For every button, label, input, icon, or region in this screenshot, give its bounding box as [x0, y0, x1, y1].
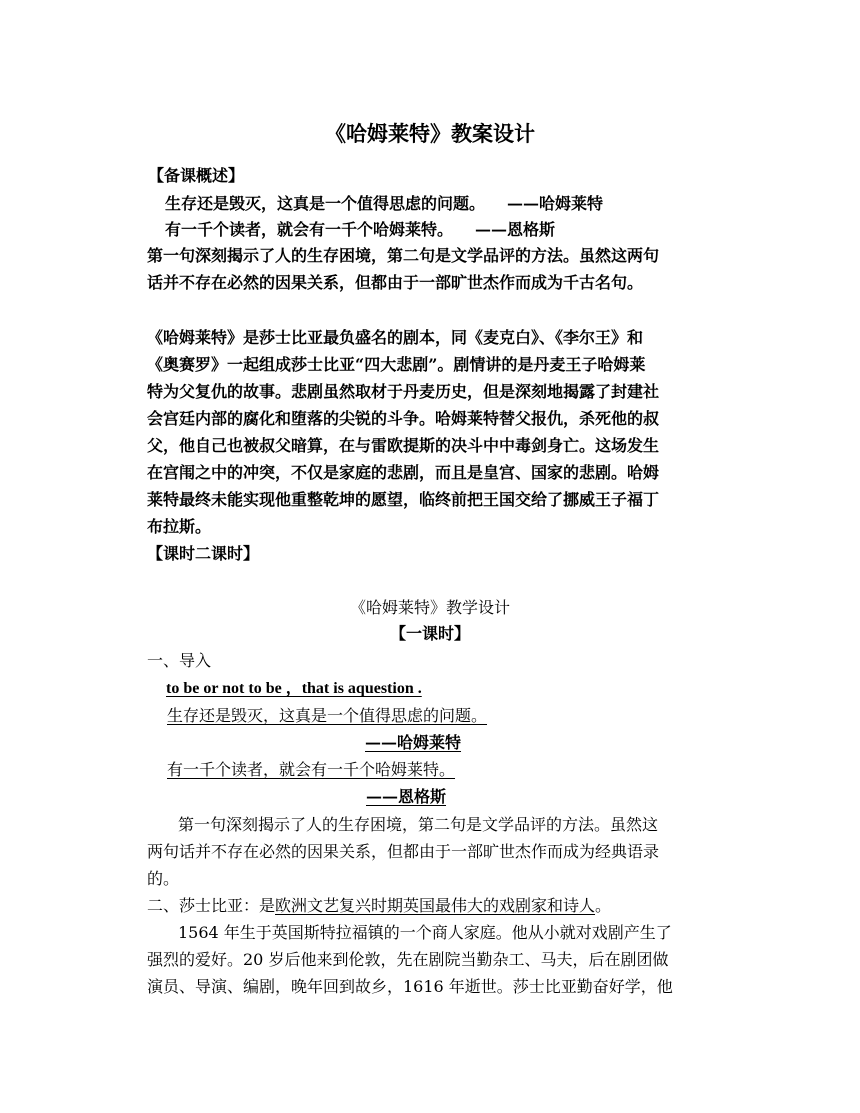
shakespeare-description: 欧洲文艺复兴时期英国最伟大的戏剧家和诗人 [275, 896, 596, 915]
design-quote-2-attribution: ——恩格斯 [366, 787, 447, 806]
design-para1-line: 的。 [147, 869, 180, 888]
overview-quote-1: 生存还是毁灭，这真是一个值得思虑的问题。 ——哈姆莱特 [165, 194, 604, 213]
overview-para2-line: 《哈姆莱特》是莎士比亚最负盛名的剧本，同《麦克白》、《李尔王》和 [147, 328, 644, 347]
overview-quote-2: 有一千个读者，就会有一千个哈姆莱特。 ——恩格斯 [165, 220, 556, 239]
section-shakespeare-heading: 二、莎士比亚：是欧洲文艺复兴时期英国最伟大的戏剧家和诗人。 [147, 896, 612, 915]
design-title: 《哈姆莱特》教学设计 [349, 598, 510, 617]
overview-para1-line: 话并不存在必然的因果关系，但都由于一部旷世杰作而成为千古名句。 [147, 273, 644, 292]
document-title: 《哈姆莱特》教案设计 [325, 121, 535, 146]
overview-quote-2-attribution: ——恩格斯 [475, 220, 556, 239]
design-para2-line: 1564 年生于英国斯特拉福镇的一个商人家庭。他从小就对戏剧产生了 [178, 923, 672, 942]
class-hours: 【课时二课时】 [147, 544, 260, 563]
english-quote: to be or not to be ，that is aquestion . [166, 680, 422, 697]
overview-quote-1-attribution: ——哈姆莱特 [507, 194, 604, 213]
overview-para2-line: 父，他自己也被叔父暗算，在与雷欧提斯的决斗中中毒剑身亡。这场发生 [147, 436, 660, 455]
design-para2-line: 演员、导演、编剧，晚年回到故乡，1616 年逝世。莎士比亚勤奋好学，他 [147, 977, 673, 996]
lesson-label: 【一课时】 [389, 624, 470, 643]
overview-para2-line: 布拉斯。 [147, 517, 212, 536]
overview-para2-line: 在宫闱之中的冲突，不仅是家庭的悲剧，而且是皇宫、国家的悲剧。哈姆 [147, 463, 660, 482]
overview-heading: 【备课概述】 [148, 166, 245, 185]
design-para2-line: 强烈的爱好。20 岁后他来到伦敦，先在剧院当勤杂工、马夫，后在剧团做 [147, 950, 669, 969]
overview-para2-line: 《奥赛罗》一起组成莎士比亚“四大悲剧”。剧情讲的是丹麦王子哈姆莱 [147, 355, 646, 374]
design-para1-line: 两句话并不存在必然的因果关系，但都由于一部旷世杰作而成为经典语录 [147, 842, 660, 861]
overview-para1-line: 第一句深刻揭示了人的生存困境，第二句是文学品评的方法。虽然这两句 [147, 246, 660, 265]
overview-para2-line: 莱特最终未能实现他重整乾坤的愿望，临终前把王国交给了挪威王子福丁 [147, 490, 660, 509]
design-quote-1-attribution: ——哈姆莱特 [365, 733, 462, 752]
design-quote-2: 有一千个读者，就会有一千个哈姆莱特。 [167, 760, 456, 779]
section-intro-heading: 一、导入 [147, 651, 212, 670]
overview-para2-line: 特为父复仇的故事。悲剧虽然取材于丹麦历史，但是深刻地揭露了封建社 [147, 382, 660, 401]
design-quote-1: 生存还是毁灭，这真是一个值得思虑的问题。 [167, 706, 488, 725]
overview-para2-line: 会宫廷内部的腐化和堕落的尖锐的斗争。哈姆莱特替父报仇，杀死他的叔 [147, 409, 660, 428]
design-para1-line: 第一句深刻揭示了人的生存困境，第二句是文学品评的方法。虽然这 [178, 815, 659, 834]
